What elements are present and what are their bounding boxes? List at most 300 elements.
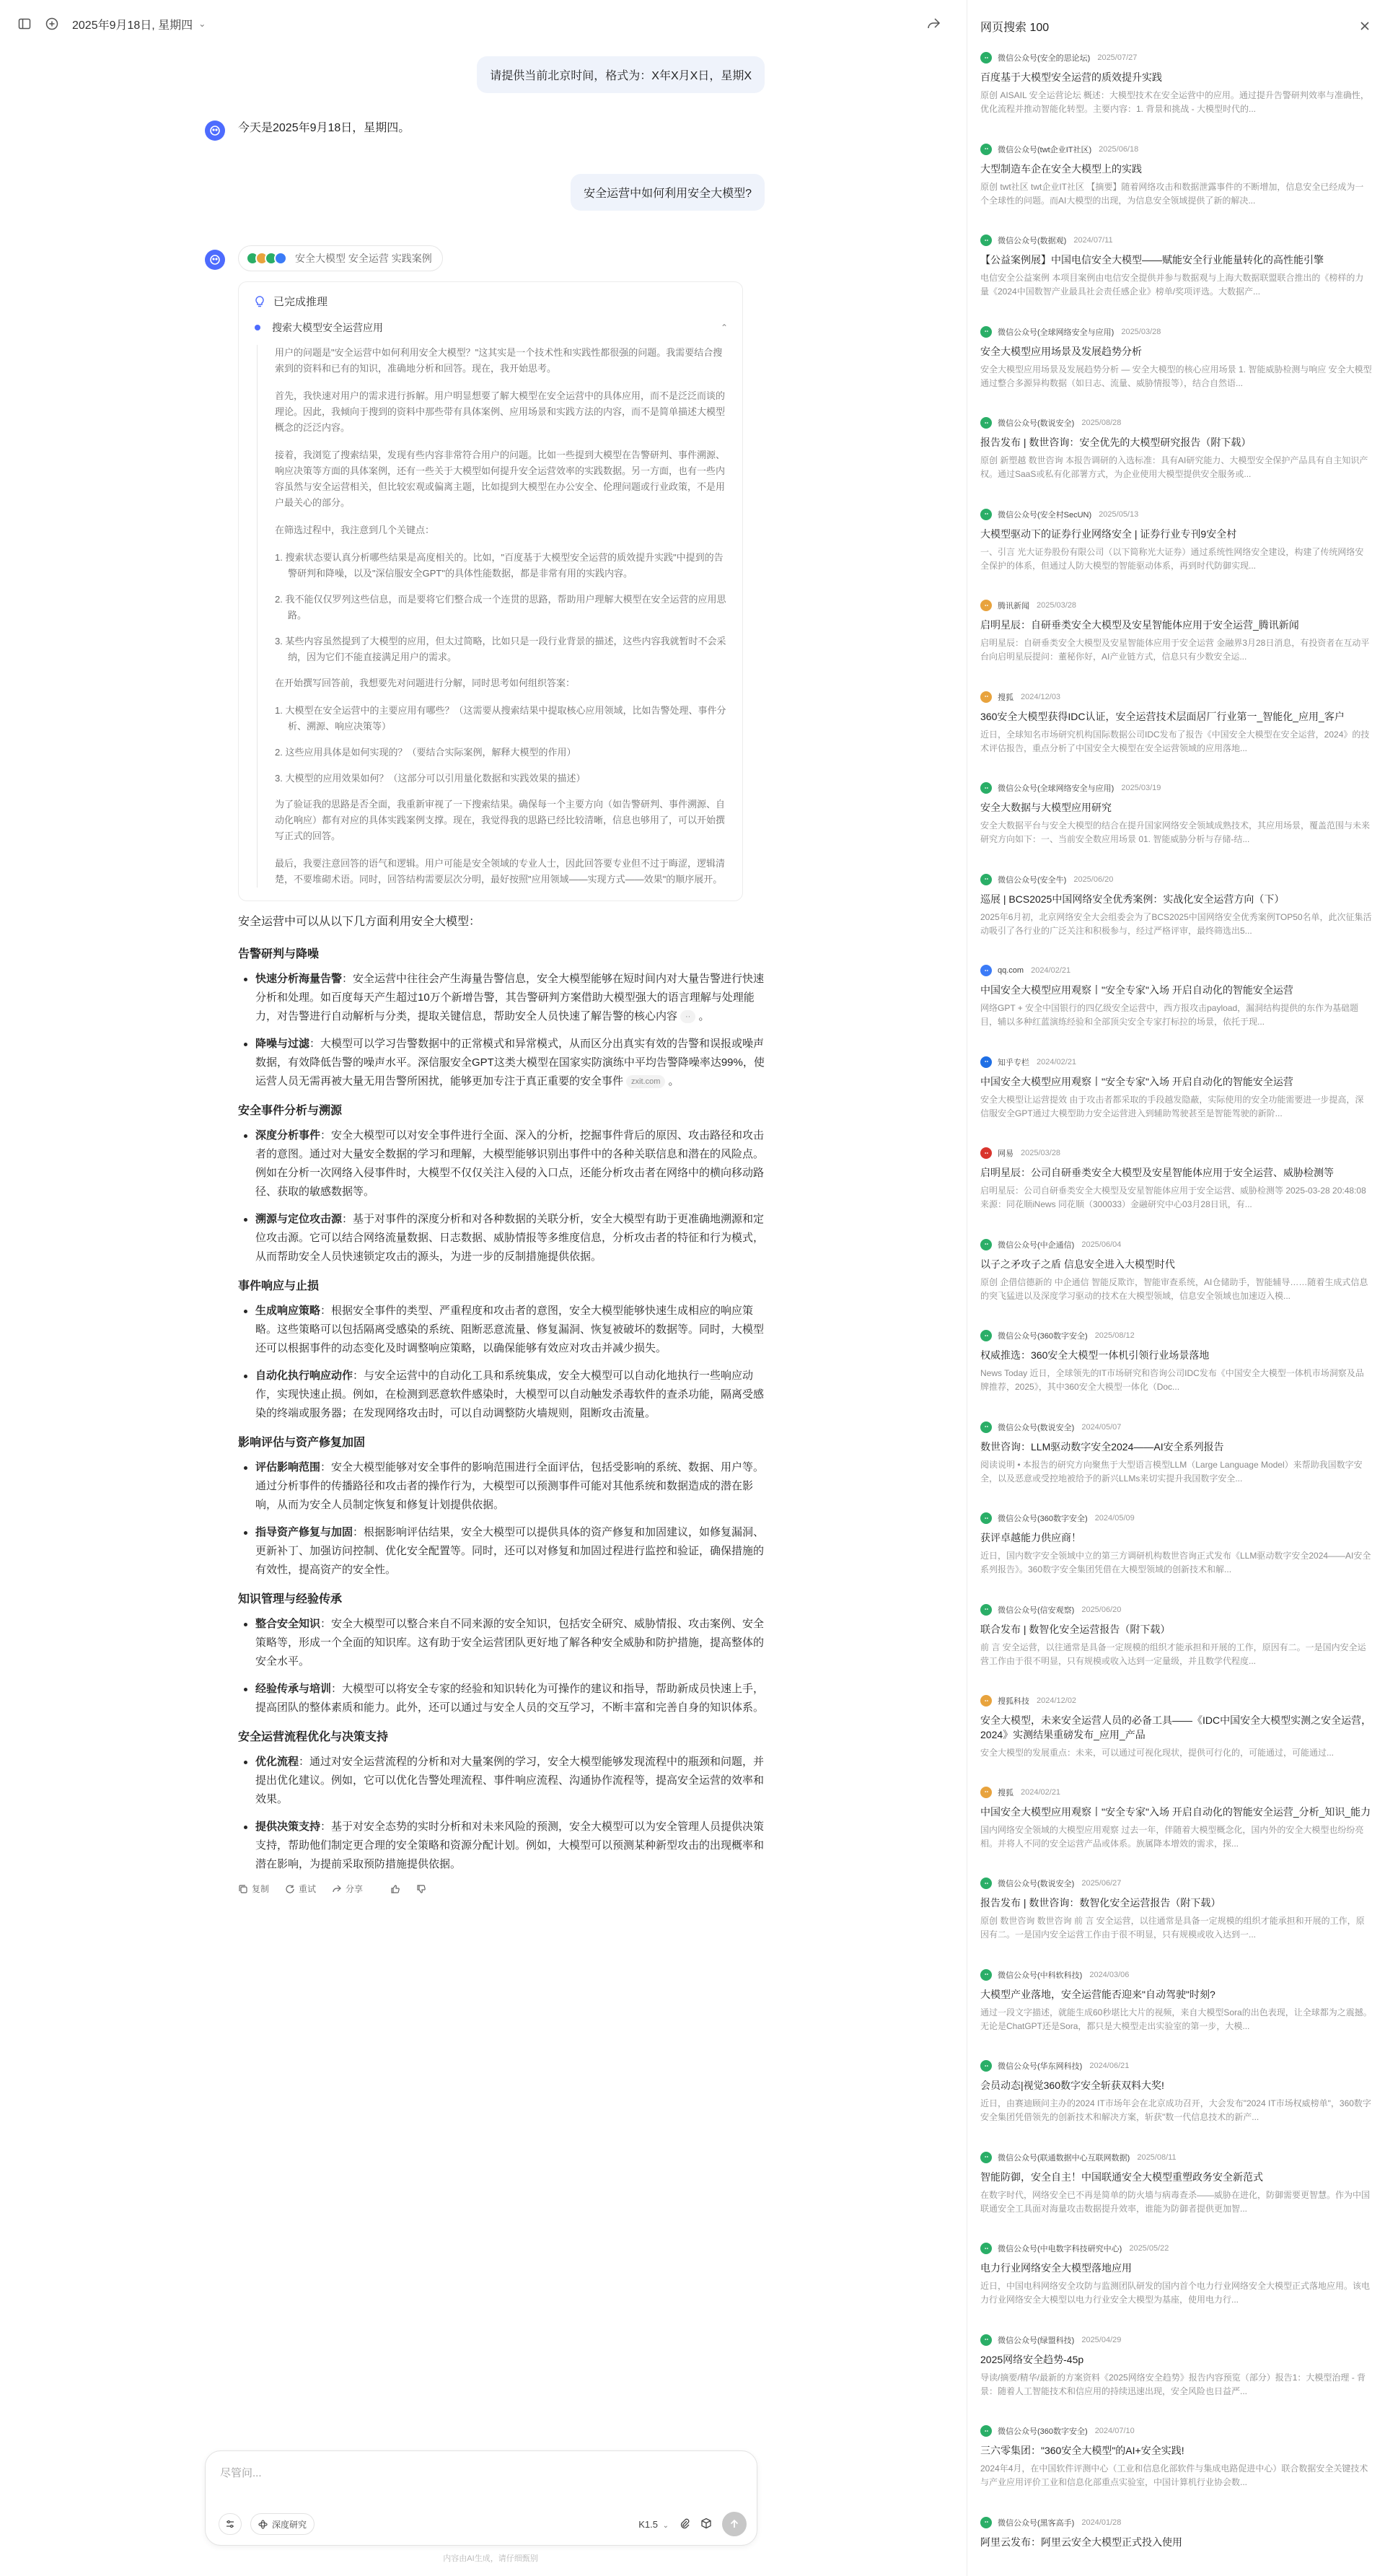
answer-list <box>238 1126 765 1266</box>
panel-title: 网页搜索 100 <box>980 21 1050 34</box>
result-date: 2025/05/22 <box>1129 2244 1169 2253</box>
result-meta <box>980 1147 1372 1159</box>
wechat-icon <box>980 1969 992 1981</box>
search-result[interactable] <box>980 1878 1372 1969</box>
answer-item-text: ：安全大模型能够对安全事件的影响范围进行全面评估，包括受影响的系统、数据、用户等。通过分析事件的传播路径和攻击者的操作行为，大模型可以预测事件可能对其他系统和数据造成的潜在影响，从而为安全人员制定恢复和修复计划提供依据。 <box>255 1461 765 1511</box>
thumbs-down-button[interactable] <box>416 1884 426 1894</box>
result-title[interactable]: 安全大数据与大模型应用研究 <box>980 802 1112 813</box>
result-title[interactable]: 获评卓越能力供应商！ <box>980 1532 1081 1543</box>
reasoning-list-item: 3. 某些内容虽然提到了大模型的应用，但太过简略，比如只是一段行业背景的描述，这些内容我就暂时不会采纳，因为它们不能直接满足用户的需求。 <box>275 636 726 662</box>
panel-header <box>967 0 1385 52</box>
chevron-down-icon[interactable]: ⌄ <box>198 19 206 29</box>
result-source: 微信公众号(联通数据中心互联网数据) <box>998 2153 1130 2163</box>
composer-right-tools <box>638 2512 747 2536</box>
result-snippet: 近日，全球知名市场研究机构国际数据公司IDC发布了报告《中国安全大模型在安全运营，2024》的技术评估报告，重点分析了中国安全大模型在安全运营领域的应用落地... <box>980 729 1370 753</box>
result-meta <box>980 235 1372 246</box>
deep-research-toggle[interactable] <box>250 2513 315 2535</box>
result-title[interactable]: 中国安全大模型应用观察丨"安全专家"入场 开启自动化的智能安全运营_分析_知识_能力 <box>980 1805 1371 1818</box>
copy-button[interactable] <box>238 1883 269 1895</box>
ai-disclaimer: 内容由AI生成，请仔细甄别 <box>443 2554 538 2563</box>
result-title[interactable]: 中国安全大模型应用观察丨"安全专家"入场 开启自动化的智能安全运营 <box>980 984 1293 996</box>
result-title[interactable]: 报告发布 | 数世咨询：安全优先的大模型研究报告（附下载） <box>980 437 1252 448</box>
result-source: 微信公众号(华东网科技) <box>998 2062 1083 2071</box>
result-meta <box>980 1969 1372 1981</box>
search-result[interactable] <box>980 1147 1372 1239</box>
result-meta <box>980 326 1372 338</box>
search-result[interactable] <box>980 1695 1372 1787</box>
result-title[interactable]: 百度基于大模型安全运营的质效提升实践 <box>980 71 1162 83</box>
result-source: 微信公众号(数说安全) <box>998 419 1075 428</box>
sohu-icon <box>980 1787 992 1798</box>
answer-item-text: ：通过对安全运营流程的分析和对大量案例的学习，安全大模型能够发现流程中的瓶颈和问题，并提出优化建议。例如，它可以优化告警处理流程、事件响应流程、沟通协作流程等，提高安全运营的效率和效果。 <box>255 1756 765 1805</box>
reasoning-list-item: 1. 搜索状态要认真分析哪些结果是高度相关的。比如，"百度基于大模型安全运营的质效提升实践"中提到的告警研判和降噪，以及"深信服安全GPT"的具体性能数据，都是非常有用的实践内容。 <box>275 552 724 579</box>
search-result[interactable] <box>980 2517 1372 2576</box>
answer-item-term: 自动化执行响应动作 <box>255 1370 353 1382</box>
result-source: 微信公众号(安全的思论坛) <box>998 54 1091 63</box>
reasoning-list-item: 2. 我不能仅仅罗列这些信息，而是要将它们整合成一个连贯的思路，帮助用户理解大模型在安全运营的应用思路。 <box>275 594 726 621</box>
result-date: 2025/06/04 <box>1081 1240 1122 1249</box>
reasoning-paragraph: 为了验证我的思路是否全面，我重新审视了一下搜索结果。确保每一个主要方向（如告警研判、事件溯源、自动化响应）都有对应的具体实践案例支撑。现在，我觉得我的思路已经比较清晰，信息也够用了，可以开始撰写正式的回答。 <box>275 799 726 841</box>
wechat-icon <box>980 2152 992 2163</box>
result-date: 2024/05/07 <box>1081 1422 1122 1432</box>
search-result[interactable] <box>980 235 1372 326</box>
copy-icon <box>238 1884 248 1894</box>
result-meta <box>980 1239 1372 1250</box>
retry-label: 重试 <box>299 1884 317 1894</box>
result-meta <box>980 1604 1372 1616</box>
result-meta <box>980 1330 1372 1341</box>
model-selector[interactable] <box>638 2519 669 2530</box>
new-chat-icon[interactable] <box>45 17 59 31</box>
result-meta <box>980 1056 1372 1068</box>
answer-item-term: 深度分析事件 <box>255 1129 321 1142</box>
search-result[interactable] <box>980 2060 1372 2152</box>
wechat-icon <box>980 1421 992 1433</box>
result-date: 2025/06/27 <box>1081 1879 1122 1888</box>
assistant-avatar <box>205 121 225 141</box>
answer-item-text: ：大模型可以将安全专家的经验和知识转化为可操作的建议和指导，帮助新成员快速上手，提高团队的整体素质和能力。此外，还可以通过与安全人员的交互学习，不断丰富和完善自身的知识体系。 <box>255 1683 765 1714</box>
answer-list-item <box>238 1615 765 1671</box>
answer-item-term: 指导资产修复与加固 <box>255 1526 353 1538</box>
result-snippet: 安全大模型让运营提效 由于攻击者都采取的手段越发隐蔽，实际使用的安全功能需要进一步提高，深信服安全GPT通过大模型助力安全运营进入到辅助驾驶甚至是智能驾驶的新阶... <box>980 1094 1364 1118</box>
reasoning-list-item: 3. 大模型的应用效果如何？（这部分可以引用量化数据和实践效果的描述） <box>275 773 586 784</box>
answer-list <box>238 1615 765 1717</box>
result-source: 腾讯新闻 <box>998 602 1029 610</box>
result-title[interactable]: 大模型产业落地，安全运营能否迎来"自动驾驶"时刻? <box>980 1988 1215 2000</box>
sidebar-toggle-icon[interactable] <box>17 17 32 31</box>
assistant-message <box>202 119 765 138</box>
answer-item-text: ：根据影响评估结果，安全大模型可以提供具体的资产修复和加固建议，如修复漏洞、更新补丁、加强访问控制、优化安全配置等。同时，还可以对修复和加固过程进行监控和验证，确保措施的有效性，提高资产的安全性。 <box>255 1526 765 1576</box>
result-date: 2025/04/29 <box>1081 2335 1122 2344</box>
result-snippet: 2024年4月，在中国软件评测中心（工业和信息化部软件与集成电路促进中心）联合数据安全关键技术与产业应用评价工业和信息化部重点实验室，中国计算机行业协会数... <box>980 2463 1368 2487</box>
result-date: 2025/03/28 <box>1121 327 1161 336</box>
result-source: 微信公众号(360数字安全) <box>998 1332 1088 1341</box>
result-meta <box>980 2243 1372 2254</box>
result-date: 2024/03/06 <box>1089 1970 1130 1979</box>
result-title[interactable]: 【公益案例展】中国电信安全大模型——赋能安全行业能量转化的高性能引擎 <box>980 254 1324 266</box>
result-source: 微信公众号(数说安全) <box>998 1880 1075 1888</box>
wechat-icon <box>980 144 992 155</box>
result-title[interactable]: 安全大模型应用场景及发展趋势分析 <box>980 345 1142 357</box>
search-result[interactable] <box>980 52 1372 144</box>
result-meta <box>980 417 1372 429</box>
result-title[interactable]: 中国安全大模型应用观察丨"安全专家"入场 开启自动化的智能安全运营 <box>980 1075 1293 1087</box>
chevron-down-icon: ⌄ <box>662 2521 669 2530</box>
answer-body <box>238 913 765 1895</box>
wechat-icon <box>980 417 992 429</box>
search-result[interactable] <box>980 417 1372 509</box>
answer-list-item <box>238 1458 765 1515</box>
result-snippet: 国内网络安全领域的大模型应用观察 过去一年，伴随着大模型概念化，国内外的安全大模型也纷纷亮相。并将人不同的安全运营产品或体系。族属降本增效的需求，探... <box>980 1824 1364 1849</box>
sohu-icon <box>980 1695 992 1707</box>
answer-item-text: ：与安全运营中的自动化工具和系统集成，安全大模型可以自动化地执行一些响应动作，实现快速止损。例如，在检测到恶意软件感染时，大模型可以自动触发杀毒软件的查杀功能，隔离受感染的终端或服务器；在发现网络攻击时，可以自动调整防火墙规则，阻断攻击流量。 <box>255 1370 765 1419</box>
answer-item-term: 评估影响范围 <box>255 1461 321 1473</box>
zhihu-icon <box>980 1056 992 1068</box>
copy-label: 复制 <box>252 1884 270 1894</box>
result-snippet: 电信安全公益案例 本项目案例由电信安全提供并参与数据观与上海大数据联盟联合推出的《榜样的力量《2024中国数智产业最具社会责任感企业》榜单/奖项评选。大数据产... <box>980 273 1364 297</box>
result-title[interactable]: 安全大模型，未来安全运营人员的必备工具——《IDC中国安全大模型实测之安全运营，2024》实测结果重磅发布_应用_产品 <box>980 1714 1372 1740</box>
arrow-up-icon <box>729 2518 740 2530</box>
result-source: 微信公众号(数据观) <box>998 237 1067 245</box>
result-title[interactable]: 大型制造车企在安全大模型上的实践 <box>980 162 1142 175</box>
result-meta <box>980 1512 1372 1524</box>
model-label: K1.5 <box>638 2518 658 2530</box>
answer-item-term: 快速分析海量告警 <box>255 973 343 985</box>
sources-chip-label: 安全大模型 安全运营 实践案例 <box>295 253 432 264</box>
result-snippet: 原创 数世咨询 数世咨询 前 言 安全运营，以往通常是具备一定规模的组织才能承担和开展的工作，原因有二。一是国内安全运营工作由于很不明显，只有规模或收入达到一... <box>980 1916 1365 1940</box>
result-source: 搜狐 <box>998 1788 1014 1797</box>
sohu-icon <box>980 600 992 611</box>
result-date: 2025/03/19 <box>1121 784 1161 792</box>
result-source: qq.com <box>998 966 1024 975</box>
citation-badge[interactable]: zxit.com <box>626 1075 665 1088</box>
atom-icon <box>258 2520 268 2529</box>
result-meta <box>980 2517 1372 2528</box>
answer-list-item <box>238 1818 765 1874</box>
search-result[interactable] <box>980 1512 1372 1604</box>
thumbs-down-icon <box>416 1884 426 1894</box>
search-result[interactable] <box>980 1969 1372 2061</box>
result-source: 微信公众号(全球网络安全与应用) <box>998 328 1114 337</box>
answer-list-item <box>238 1126 765 1201</box>
result-date: 2025/06/18 <box>1099 144 1139 154</box>
result-snippet: 阅读说明 • 本报告的研究方向聚焦于大型语言模型LLM（Large Language Model）来帮助我国数字安全，以及恶意或受控地被给予的新兴LLMs来切实提升我国数字安全... <box>980 1459 1363 1484</box>
result-date: 2024/06/21 <box>1089 2062 1130 2070</box>
result-snippet: News Today 近日，全球领先的IT市场研究和咨询公司IDC发布《中国安全大模型一体机市场洞察及品牌推荐，2025》，其中360安全大模型一体化（Doc... <box>980 1368 1364 1392</box>
netease-icon <box>980 1147 992 1159</box>
reasoning-header[interactable] <box>253 294 728 309</box>
result-snippet: 2025年6月初，北京网络安全大会组委会为了BCS2025中国网络安全优秀案例TOP50名单，此次征集活动吸引了各行业的广泛关注和积极参与，经过严格评审，最终筛选出5... <box>980 911 1372 936</box>
reasoning-paragraph: 用户的问题是"安全运营中如何利用安全大模型？"这其实是一个技术性和实践性都很强的问题。我需要结合搜索到的资料和已有的知识，准确地分析和回答。现在，我开始思考。 <box>275 347 723 374</box>
result-date: 2025/06/20 <box>1073 875 1114 884</box>
result-date: 2025/05/13 <box>1099 509 1139 519</box>
result-meta <box>980 782 1372 794</box>
search-results-list <box>967 52 1385 2576</box>
wechat-icon <box>980 1512 992 1524</box>
reasoning-list-item: 1. 大模型在安全运营中的主要应用有哪些？（这需要从搜索结果中提取核心应用领域，比如告警处理、事件分析、溯源、响应决策等） <box>275 705 726 732</box>
search-results-panel <box>967 0 1385 2576</box>
result-snippet: 近日，国内数字安全领域中立的第三方调研机构数世咨询正式发布《LLM驱动数字安全2024——AI安全系列报告》。360数字安全集团凭借在大模型领域的创新技术和解... <box>980 1551 1371 1574</box>
result-date: 2024/02/21 <box>1021 1787 1061 1797</box>
result-meta <box>980 874 1372 885</box>
wechat-icon <box>980 2243 992 2254</box>
search-result[interactable] <box>980 2425 1372 2517</box>
result-meta <box>980 1695 1372 1707</box>
result-snippet: 近日，中国电科网络安全攻防与监测团队研发的国内首个电力行业网络安全大模型正式落地应用。该电力行业网络安全大模型以电力行业安全大模型为基座，使用电力行... <box>980 2281 1371 2305</box>
reasoning-list-item: 2. 这些应用具体是如何实现的？（要结合实际案例，解释大模型的作用） <box>275 747 576 758</box>
chevron-up-icon[interactable]: ⌃ <box>720 323 728 333</box>
answer-item-text: ：安全大模型可以对安全事件进行全面、深入的分析，挖掘事件背后的原因、攻击路径和攻击者的意图。通过对大量安全数据的学习和理解，大模型能够识别出事件中的各种关联信息和潜在的风险点。例如在分析一次网络入侵事件时，大模型不仅仅关注入侵的入口点，还能分析攻击者在网络中的横向移动路径、获取的敏感数据等。 <box>255 1129 765 1198</box>
wechat-icon <box>980 2425 992 2437</box>
result-snippet: 安全大模型应用场景及发展趋势分析 — 安全大模型的核心应用场景 1. 智能威胁检测与响应 安全大模型通过整合多源异构数据（如日志、流量、威胁情报等），结合自然语... <box>980 364 1372 388</box>
result-date: 2024/01/28 <box>1081 2518 1122 2527</box>
result-source: 搜狐 <box>998 693 1014 702</box>
answer-item-text: ：基于对事件的深度分析和对各种数据的关联分析，安全大模型有助于更准确地溯源和定位攻击源。它可以结合网络流量数据、日志数据、威胁情报等多维度信息，分析攻击者的特征和行为模式，从而帮助安全人员快速锁定攻击的源头，为进一步的反制措施提供依据。 <box>255 1213 765 1263</box>
result-title[interactable]: 启明星辰：自研垂类安全大模型及安星智能体应用于安全运营_腾讯新闻 <box>980 619 1299 631</box>
share-button[interactable] <box>332 1883 363 1895</box>
result-snippet: 近日，由赛迪顾问主办的2024 IT市场年会在北京成功召开，大会发布"2024 IT市场权威榜单"，360数字安全集团凭借领先的创新技术和解决方案，斩获"数一代信息技术的新产... <box>980 2098 1371 2122</box>
result-date: 2024/07/11 <box>1073 236 1113 245</box>
search-result[interactable] <box>980 509 1372 600</box>
answer-item-term: 降噪与过滤 <box>255 1038 310 1050</box>
result-snippet: 前 言 安全运营，以往通常是具备一定规模的组织才能承担和开展的工作，原因有二。一是国内安全运营工作由于很不明显，只有规模或收入达到一定量级，并且数学代程度... <box>980 1642 1366 1666</box>
search-result[interactable] <box>980 1239 1372 1331</box>
search-result[interactable] <box>980 1787 1372 1878</box>
result-source: 知乎专栏 <box>998 1058 1029 1067</box>
result-snippet: 安全大模型的发展重点：未来，可以通过可视化现状，提供可行化的，可能通过，可能通过... <box>980 1748 1335 1758</box>
citation-badge[interactable]: ·· <box>680 1010 695 1023</box>
answer-list-item <box>238 1367 765 1423</box>
result-date: 2025/08/11 <box>1137 2152 1177 2162</box>
search-result[interactable] <box>980 965 1372 1056</box>
result-title[interactable]: 智能防御，安全自主！中国联通安全大模型重塑政务安全新范式 <box>980 2170 1263 2183</box>
tools-icon <box>225 2519 235 2529</box>
result-meta <box>980 2152 1372 2163</box>
reasoning-paragraph: 首先，我快速对用户的需求进行拆解。用户明显想要了解大模型在安全运营中的具体应用，而不是泛泛而谈的理论。因此，我倾向于搜到的资料中那些带有具体案例、应用场景和实践方法的内容，而不是简单描述大模型概念的泛泛内容。 <box>275 390 726 433</box>
result-title[interactable]: 以子之矛攻子之盾 信息安全进入大模型时代 <box>980 1258 1175 1270</box>
answer-item-term: 经验传承与培训 <box>255 1683 332 1695</box>
result-snippet: 在数字时代，网络安全已不再是简单的防火墙与病毒查杀——威胁在进化，防御需要更智慧。作为中国联通安全工具面对海量攻击数据提升效率，谁能为防御者提供更加智... <box>980 2189 1371 2214</box>
search-step-label: 搜索大模型安全运营应用 <box>272 322 383 333</box>
result-source: 微信公众号(360数字安全) <box>998 2427 1088 2436</box>
share-icon[interactable] <box>925 16 941 32</box>
result-snippet: 网络GPT + 安全中国银行的四亿级安全运营中，西方报攻击payload，漏洞结构提供的东作为基础题目，辅以多种红蓝演练经验和全部顶尖安全专家打标拉的场景，依托于现... <box>980 1003 1359 1027</box>
result-title[interactable]: 2025网络安全趋势-45p <box>980 2353 1084 2365</box>
result-meta <box>980 965 1372 976</box>
answer-section-heading: 影响评估与资产修复加固 <box>238 1437 366 1449</box>
answer-item-term: 溯源与定位攻击源 <box>255 1213 343 1225</box>
result-source: 微信公众号(安全牛) <box>998 875 1067 885</box>
search-result[interactable] <box>980 600 1372 691</box>
reasoning-paragraph: 接着，我浏览了搜索结果，发现有些内容非常符合用户的问题。比如一些提到大模型在告警研判、事件溯源、响应决策等方面的具体案例，还有一些关于大模型如何提升安全运营效率的实践数据。另一方面，也有一些内容虽然与安全运营相关，但比较宏观或偏离主题，比如提到大模型在办公安全、伦理问题或行业政策，不是用户最关心的部分。 <box>275 450 726 508</box>
answer-section-heading: 告警研判与降噪 <box>238 948 320 960</box>
search-result[interactable] <box>980 2243 1372 2334</box>
result-date: 2024/05/09 <box>1094 1514 1135 1523</box>
search-result[interactable] <box>980 144 1372 235</box>
wechat-icon <box>980 2060 992 2072</box>
result-date: 2024/12/03 <box>1021 692 1061 701</box>
retry-button[interactable] <box>285 1883 316 1895</box>
answer-list <box>238 1302 765 1423</box>
reasoning-paragraph: 在筛选过程中，我注意到几个关键点： <box>275 525 435 535</box>
wechat-icon <box>980 1239 992 1250</box>
search-result[interactable] <box>980 1604 1372 1696</box>
result-title[interactable]: 360安全大模型获得IDC认证，安全运营技术层面居厂行业第一_智能化_应用_客户 <box>980 710 1345 722</box>
composer-left-tools <box>219 2513 315 2535</box>
user-message: 请提供当前北京时间，格式为：X年X月X日，星期X <box>477 56 765 93</box>
search-result[interactable] <box>980 326 1372 418</box>
close-icon[interactable] <box>1358 19 1372 33</box>
answer-intro: 安全运营中可以从以下几方面利用安全大模型： <box>238 916 481 928</box>
result-source: 网易 <box>998 1149 1014 1158</box>
answer-item-term: 生成响应策略 <box>255 1305 321 1317</box>
search-result[interactable] <box>980 691 1372 783</box>
result-meta <box>980 144 1372 155</box>
source-favicons <box>246 252 283 265</box>
answer-item-text: ：大模型可以学习告警数据中的正常模式和异常模式，从而区分出真实有效的告警和误报或噪声数据，有效降低告警的噪声水平。深信服安全GPT这类大模型在国家实防演练中平均告警降噪率达99%，使运营人员无需再被大量无用告警所困扰，能够更加专注于真正重要的安全事件 <box>255 1038 765 1087</box>
result-date: 2025/07/27 <box>1097 53 1138 62</box>
chat-thread <box>202 48 765 1895</box>
result-title[interactable]: 报告发布 | 数世咨询：数智化安全运营报告（附下载） <box>980 1897 1221 1909</box>
answer-item-term: 优化流程 <box>255 1756 299 1768</box>
result-title[interactable]: 会员动态|视觉360数字安全斩获双料大奖! <box>980 2080 1164 2091</box>
share-label: 分享 <box>346 1884 364 1894</box>
result-meta <box>980 1878 1372 1889</box>
result-meta <box>980 1421 1372 1433</box>
user-message: 安全运营中如何利用安全大模型? <box>571 174 765 211</box>
assistant-avatar <box>205 250 225 270</box>
search-result[interactable] <box>980 874 1372 965</box>
reasoning-body <box>257 345 728 888</box>
reasoning-paragraph: 最后，我要注意回答的语气和逻辑。用户可能是安全领域的专业人士，因此回答要专业但不过于晦涩，逻辑清楚，不要堆砌术语。同时，回答结构需要层次分明，最好按照"应用领域——实现方式——效果"的顺序展开。 <box>275 858 726 885</box>
result-title[interactable]: 三六零集团："360安全大模型"的AI+安全实践! <box>980 2445 1184 2456</box>
result-snippet: 安全大数据平台与安全大模型的结合在提升国家网络安全领域成熟技术，其应用场景，覆盖范围与未来研究方向如下：一、当前安全数应用场景 01. 智能威胁分析与存储-结... <box>980 820 1371 844</box>
wechat-icon <box>980 509 992 520</box>
qq-icon <box>274 252 287 265</box>
result-source: 微信公众号(360数字安全) <box>998 1515 1088 1523</box>
result-snippet: 原创 企借信德新的 中企通信 智能反欺诈，智能审查系统，AI仓储助手，智能辅导……随着生成式信息的突飞猛进以及深度学习驱动的技术在大模型领域，信息安全领域也加速迈入模... <box>980 1276 1368 1301</box>
answer-list-item <box>238 1680 765 1717</box>
result-title[interactable]: 电力行业网络安全大模型落地应用 <box>980 2262 1132 2274</box>
answer-list-item: 快速分析海量告警：安全运营中往往会产生海量告警信息，安全大模型能够在短时间内对大量告警进行快速分析和处理。如百度每天产生超过10万个新增告警，其告警研判方案借助大模型强大的语言理解与处理能力，对告警进行自动解析与分类，提取关键信息，帮助安全人员快速了解告警的核心内容 ·· 。 <box>238 970 765 1026</box>
result-date: 2024/02/21 <box>1037 1057 1077 1066</box>
result-meta <box>980 52 1372 63</box>
answer-list-item <box>238 1753 765 1809</box>
search-result[interactable] <box>980 1056 1372 1148</box>
result-source: 微信公众号(中电数字科技研究中心) <box>998 2245 1122 2253</box>
sources-chip[interactable] <box>238 245 443 271</box>
result-date: 2024/02/21 <box>1031 966 1071 975</box>
result-meta <box>980 600 1372 611</box>
result-date: 2024/12/02 <box>1037 1696 1077 1705</box>
result-source: 微信公众号(黑客高手) <box>998 2518 1075 2528</box>
composer <box>205 2450 757 2546</box>
result-title[interactable]: 巡展 | BCS2025中国网络安全优秀案例：实战化安全运营方向（下） <box>980 893 1285 905</box>
result-snippet: 启明星辰：公司自研垂类安全大模型及安星智能体应用于安全运营、威胁检测等 2025-03-28 20:48:08 来源：同花顺iNews 同花顺（300033）金融研究中心03月28日讯，有... <box>980 1186 1366 1209</box>
wechat-icon <box>980 1330 992 1341</box>
result-meta <box>980 1787 1372 1798</box>
result-date: 2025/06/20 <box>1081 1605 1122 1614</box>
search-result[interactable] <box>980 1330 1372 1421</box>
result-snippet: 通过一段文字描述，就能生成60秒堪比大片的视频，来自大模型Sora的出色表现，让全球都为之震撼。无论是ChatGPT还是Sora，都只是大模型走出实验室的第一步，大模... <box>980 2007 1372 2031</box>
result-source: 微信公众号(中科软科技) <box>998 1971 1083 1980</box>
result-source: 搜狐科技 <box>998 1697 1029 1706</box>
chat-title[interactable]: 2025年9月18日, 星期四 <box>72 19 193 32</box>
result-source: 微信公众号(信安观察) <box>998 1605 1075 1615</box>
wechat-icon <box>980 782 992 794</box>
message-actions <box>238 1883 765 1895</box>
answer-item-term: 提供决策支持 <box>255 1821 321 1833</box>
answer-list-item: 降噪与过滤：大模型可以学习告警数据中的正常模式和异常模式，从而区分出真实有效的告警和误报或噪声数据，有效降低告警的噪声水平。深信服安全GPT这类大模型在国家实防演练中平均告警降噪率达99%，使运营人员无需再被大量无用告警所困扰，能够更加专注于真正重要的安全事件 zxit.com 。 <box>238 1035 765 1091</box>
result-meta <box>980 2334 1372 2346</box>
wechat-icon <box>980 1878 992 1889</box>
search-result[interactable] <box>980 1421 1372 1513</box>
search-result[interactable] <box>980 2152 1372 2243</box>
answer-item-text: ：根据安全事件的类型、严重程度和攻击者的意图，安全大模型能够快速生成相应的响应策略。这些策略可以包括隔离受感染的系统、阻断恶意流量、修复漏洞、恢复被破坏的数据等。同时，大模型还可以根据事件的动态变化及时调整响应策略，以确保能够有效应对攻击并减少损失。 <box>255 1305 765 1354</box>
result-snippet: 一、引言 光大证券股份有限公司（以下简称光大证券）通过系统性网络安全建设，构建了传统网络安全保护的体系，但通过人防大模型的智能驱动体系，再到时代防御实现... <box>980 546 1364 571</box>
assistant-text: 今天是2025年9月18日，星期四。 <box>238 122 410 134</box>
result-source: 微信公众号(安全村SecUN) <box>998 510 1092 520</box>
reasoning-panel <box>238 281 743 901</box>
lightbulb-icon <box>253 295 266 308</box>
result-title[interactable]: 数世咨询：LLM驱动数字安全2024——AI安全系列报告 <box>980 1440 1224 1453</box>
cube-icon[interactable] <box>700 2518 712 2531</box>
answer-item-text: ：安全运营中往往会产生海量告警信息，安全大模型能够在短时间内对大量告警进行快速分析和处理。如百度每天产生超过10万个新增告警，其告警研判方案借助大模型强大的语言理解与处理能力，对告警进行自动解析与分类，提取关键信息，帮助安全人员快速了解告警的核心内容 <box>255 973 765 1022</box>
answer-section-heading: 安全事件分析与溯源 <box>238 1105 343 1117</box>
assistant-message <box>202 245 765 1895</box>
send-button[interactable] <box>722 2512 747 2536</box>
tools-button[interactable] <box>219 2513 242 2535</box>
answer-list-item <box>238 1210 765 1266</box>
result-title[interactable]: 大模型驱动下的证券行业网络安全 | 证券行业专刊9安全村 <box>980 527 1237 540</box>
result-snippet: 原创 新塑越 数世咨询 本报告调研的入选标准：具有AI研究能力、大模型安全保护产品具有自主知识产权。通过SaaS或私有化部署方式，为企业使用大模型提供安全服务或... <box>980 455 1368 479</box>
result-date: 2024/07/10 <box>1094 2427 1135 2435</box>
wechat-icon <box>980 235 992 246</box>
result-source: 微信公众号(绿盟科技) <box>998 2336 1075 2345</box>
message-input[interactable] <box>220 2467 725 2479</box>
result-date: 2025/08/28 <box>1081 419 1122 427</box>
step-dot-icon <box>255 325 260 330</box>
result-meta <box>980 2060 1372 2072</box>
result-title[interactable]: 阿里云发布：阿里云安全大模型正式投入使用 <box>980 2536 1182 2548</box>
result-snippet: 原创 twt社区 twt企业IT社区 【摘要】随着网络攻击和数据泄露事件的不断增加，信息安全已经成为一个全球性的问题。而AI大模型的出现，为信息安全领域提供了新的解决... <box>980 181 1364 206</box>
thumbs-up-icon <box>390 1884 400 1894</box>
thumbs-up-button[interactable] <box>390 1884 400 1894</box>
reasoning-search-step[interactable] <box>253 320 728 335</box>
result-meta <box>980 691 1372 703</box>
answer-section-heading: 知识管理与经验传承 <box>238 1593 343 1605</box>
search-result[interactable] <box>980 2334 1372 2426</box>
wechat-icon <box>980 2517 992 2528</box>
wechat-icon <box>980 2334 992 2346</box>
sohu-icon <box>980 691 992 703</box>
result-snippet: 原创 AISAIL 安全运营论坛 概述：大模型技术在安全运营中的应用。通过提升告警研判效率与准确性，优化流程并推动智能化转型。主要内容：1. 背景和挑战 - 大模型时代的... <box>980 90 1369 114</box>
attachment-icon[interactable] <box>679 2518 690 2531</box>
result-title[interactable]: 权威推选：360安全大模型一体机引领行业场景落地 <box>980 1349 1210 1361</box>
answer-list-item <box>238 1523 765 1580</box>
wechat-icon <box>980 874 992 885</box>
result-source: 微信公众号(全球网络安全与应用) <box>998 784 1114 793</box>
result-snippet: 导读/摘要/精华/最新的方案资料《2025网络安全趋势》报告内容预览（部分）报告1：大模型治理 - 背景：随着人工智能技术和信应用的持续迅速出现，安全风险也日益严... <box>980 2372 1366 2396</box>
result-source: 微信公众号(中企通信) <box>998 1240 1075 1250</box>
result-title[interactable]: 联合发布 | 数智化安全运营报告（附下载） <box>980 1623 1171 1635</box>
top-bar <box>0 0 967 48</box>
retry-icon <box>285 1884 295 1894</box>
result-meta <box>980 509 1372 520</box>
result-title[interactable]: 启明星辰：公司自研垂类安全大模型及安星智能体应用于安全运营、威胁检测等 <box>980 1167 1334 1178</box>
answer-item-text: ：安全大模型可以整合来自不同来源的安全知识，包括安全研究、威胁情报、攻击案例、安全策略等，形成一个全面的知识库。这有助于安全运营团队更好地了解各种安全威胁和防护措施，提高整体的安全水平。 <box>255 1618 765 1668</box>
search-result[interactable] <box>980 782 1372 874</box>
